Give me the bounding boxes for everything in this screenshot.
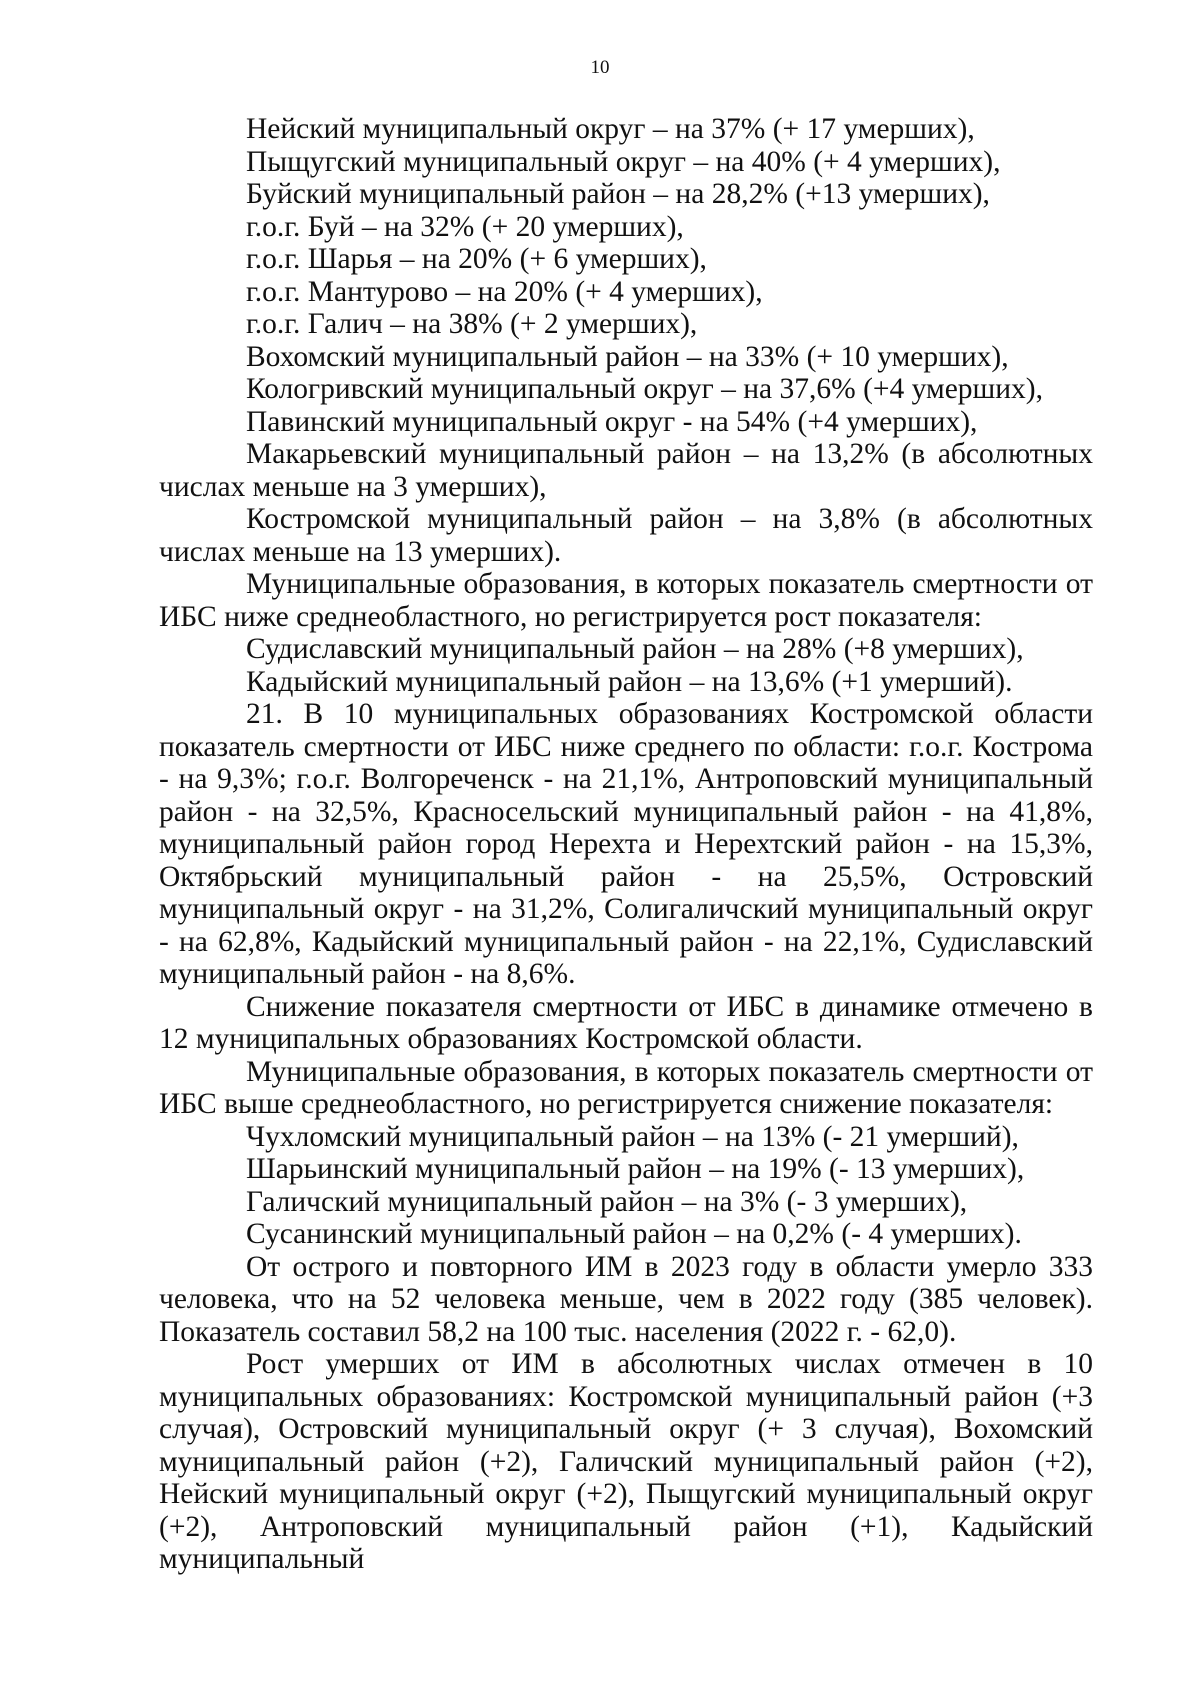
body-paragraph: Муниципальные образования, в которых показатель смертности от ИБС ниже среднеобластного, но регистрируется рост показателя: xyxy=(159,568,1093,633)
list-item-paragraph: Буйский муниципальный район – на 28,2% (+13 умерших), xyxy=(246,178,990,210)
list-item-paragraph: Галичский муниципальный район – на 3% (- 3 умерших), xyxy=(246,1185,968,1218)
list-item-paragraph: Павинский муниципальный округ - на 54% (+4 умерших), xyxy=(246,405,978,438)
list-item-paragraph: Кадыйский муниципальный район – на 13,6% (+1 умерший). xyxy=(246,665,1013,698)
list-item-paragraph: Чухломский муниципальный район – на 13% (- 21 умерший), xyxy=(246,1120,1019,1153)
list-item-paragraph: Пыщугский муниципальный округ – на 40% (+ 4 умерших), xyxy=(246,145,1001,178)
list-item-paragraph: Сусанинский муниципальный район – на 0,2% (- 4 умерших). xyxy=(246,1218,1022,1250)
list-item-paragraph: Вохомский муниципальный район – на 33% (+ 10 умерших), xyxy=(246,340,1009,373)
body-paragraph: Снижение показателя смертности от ИБС в динамике отмечено в 12 муниципальных образованиях Костромской области. xyxy=(159,990,1093,1055)
list-item-paragraph: г.о.г. Мантурово – на 20% (+ 4 умерших), xyxy=(246,275,763,308)
list-item-paragraph: г.о.г. Галич – на 38% (+ 2 умерших), xyxy=(246,308,698,340)
body-paragraph: Рост умерших от ИМ в абсолютных числах отмечен в 10 муниципальных образованиях: Костромской муниципальный район (+3 случая), Островский муниципальный округ (+ 3 случая), Вохомский муниципальный район (+2), Галичский муниципальный район (+2), Нейский муниципальный округ (+2), Пыщугский муниципальный округ (+2), Антроповский муниципальный район (+1), Кадыйский муниципальный xyxy=(159,1348,1093,1575)
list-item-paragraph: Кологривский муниципальный округ – на 37,6% (+4 умерших), xyxy=(246,373,1043,405)
body-paragraph: Муниципальные образования, в которых показатель смертности от ИБС выше среднеобластного, но регистрируется снижение показателя: xyxy=(159,1055,1093,1120)
list-item-paragraph: г.о.г. Буй – на 32% (+ 20 умерших), xyxy=(246,210,684,243)
page-number: 10 xyxy=(590,57,610,78)
list-item-paragraph: г.о.г. Шарья – на 20% (+ 6 умерших), xyxy=(246,243,707,275)
list-item-paragraph: Нейский муниципальный округ – на 37% (+ 17 умерших), xyxy=(246,113,975,145)
body-paragraph: От острого и повторного ИМ в 2023 году в области умерло 333 человека, что на 52 человека меньше, чем в 2022 году (385 человек). Показатель составил 58,2 на 100 тыс. населения (2022 г. - 62,0). xyxy=(159,1250,1093,1348)
body-paragraph: Макарьевский муниципальный район – на 13,2% (в абсолютных числах меньше на 3 умерших), xyxy=(159,438,1093,503)
document-body xyxy=(159,113,1093,1576)
list-item-paragraph: Шарьинский муниципальный район – на 19% (- 13 умерших), xyxy=(246,1153,1025,1185)
body-paragraph: 21. В 10 муниципальных образованиях Костромской области показатель смертности от ИБС ниже среднего по области: г.о.г. Кострома - на 9,3%; г.о.г. Волгореченск - на 21,1%, Антроповский муниципальный район - на 32,5%, Красносельский муниципальный район - на 41,8%, муниципальный район город Нерехта и Нерехтский район - на 15,3%, Октябрьский муниципальный район - на 25,5%, Островский муниципальный округ - на 31,2%, Солигаличский муниципальный округ - на 62,8%, Кадыйский муниципальный район - на 22,1%, Судиславский муниципальный район - на 8,6%. xyxy=(159,698,1093,990)
body-paragraph: Костромской муниципальный район – на 3,8% (в абсолютных числах меньше на 13 умерших). xyxy=(159,503,1093,568)
list-item-paragraph: Судиславский муниципальный район – на 28% (+8 умерших), xyxy=(246,633,1024,665)
